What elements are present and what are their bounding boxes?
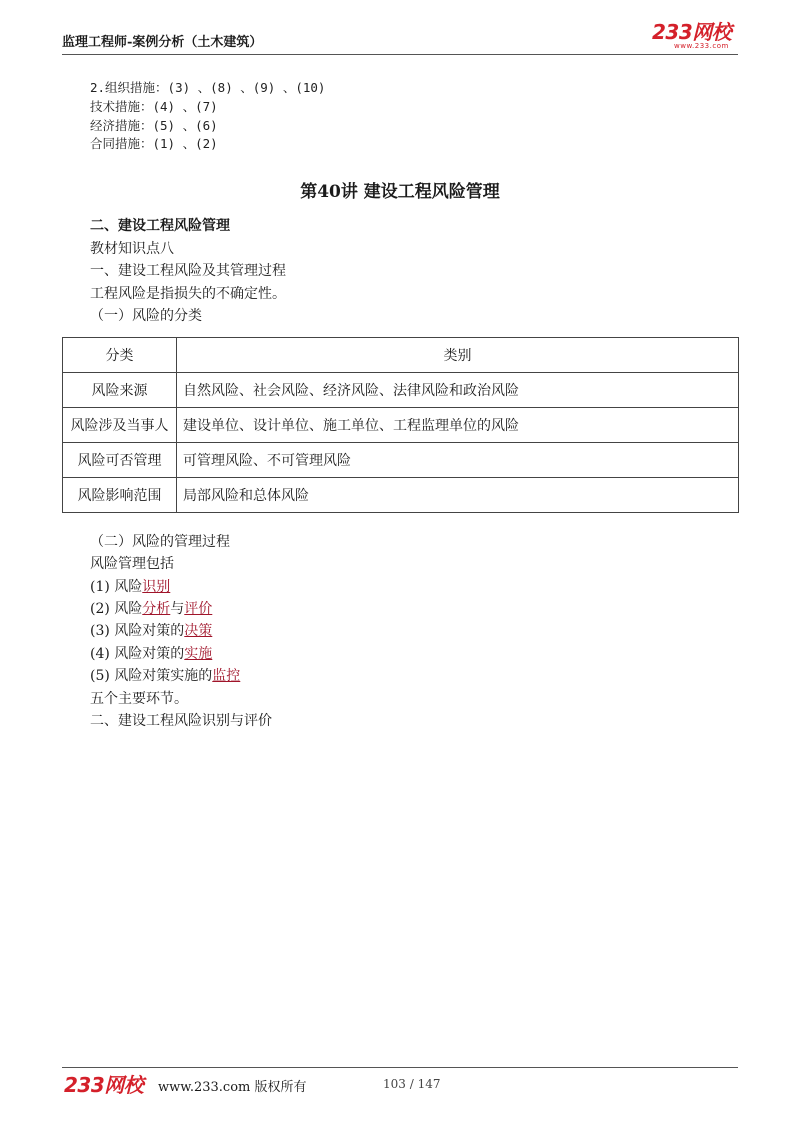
keyword-link[interactable]: 识别 bbox=[142, 579, 171, 595]
table-row bbox=[63, 408, 739, 443]
table-cell-category: 风险可否管理 bbox=[63, 443, 177, 478]
process-step-4 bbox=[90, 643, 212, 663]
table-cell-category: 风险来源 bbox=[63, 373, 177, 408]
keyword-link[interactable]: 监控 bbox=[212, 668, 241, 684]
risk-classification-table bbox=[62, 337, 739, 513]
footer-logo: 233网校 bbox=[64, 1073, 144, 1097]
table-header-cell: 分类 bbox=[63, 338, 177, 373]
measure-economic: 经济措施：(5) 、(6) bbox=[90, 118, 218, 133]
table-cell-value: 局部风险和总体风险 bbox=[177, 478, 739, 513]
table-cell-category: 风险影响范围 bbox=[63, 478, 177, 513]
keyword-link[interactable]: 分析 bbox=[142, 601, 171, 617]
process-step-5 bbox=[90, 665, 240, 685]
table-row bbox=[63, 443, 739, 478]
table-header-cell: 类别 bbox=[177, 338, 739, 373]
next-section-heading: 二、建设工程风险识别与评价 bbox=[90, 713, 272, 729]
table-cell-category: 风险涉及当事人 bbox=[63, 408, 177, 443]
brand-logo bbox=[652, 22, 738, 52]
subsection-heading: 一、建设工程风险及其管理过程 bbox=[90, 263, 286, 279]
process-step-1 bbox=[90, 576, 170, 596]
table-cell-value: 自然风险、社会风险、经济风险、法律风险和政治风险 bbox=[177, 373, 739, 408]
table-row bbox=[63, 373, 739, 408]
header-divider bbox=[62, 54, 738, 55]
process-step-2 bbox=[90, 598, 212, 618]
process-step-3 bbox=[90, 620, 212, 640]
material-point: 教材知识点八 bbox=[90, 241, 174, 257]
process-summary: 五个主要环节。 bbox=[90, 691, 188, 707]
measure-organization: 2.组织措施：(3) 、(8) 、(9) 、(10) bbox=[90, 80, 326, 95]
keyword-link[interactable]: 实施 bbox=[184, 646, 213, 662]
measure-technical: 技术措施：(4) 、(7) bbox=[90, 99, 218, 114]
logo-text: 233网校 bbox=[652, 20, 732, 44]
table-cell-value: 可管理风险、不可管理风险 bbox=[177, 443, 739, 478]
lecture-title: 第40讲 建设工程风险管理 bbox=[300, 182, 500, 202]
table-header-row bbox=[63, 338, 739, 373]
step-text: (3) 风险对策的 bbox=[90, 623, 185, 639]
step-text: (1) 风险 bbox=[90, 579, 143, 595]
table-cell-value: 建设单位、设计单位、施工单位、工程监理单位的风险 bbox=[177, 408, 739, 443]
page-number: 103 / 147 bbox=[383, 1077, 441, 1091]
step-text: (2) 风险 bbox=[90, 601, 143, 617]
step-text: 与 bbox=[170, 601, 185, 617]
step-text: (5) 风险对策实施的 bbox=[90, 668, 213, 684]
risk-definition: 工程风险是指损失的不确定性。 bbox=[90, 286, 286, 302]
footer-divider bbox=[62, 1067, 738, 1068]
measure-contract: 合同措施：(1) 、(2) bbox=[90, 136, 218, 151]
step-text: (4) 风险对策的 bbox=[90, 646, 185, 662]
footer-copyright: www.233.com 版权所有 bbox=[158, 1080, 307, 1095]
section-heading: 二、建设工程风险管理 bbox=[90, 218, 230, 234]
process-heading: （二）风险的管理过程 bbox=[90, 534, 230, 550]
classification-heading: （一）风险的分类 bbox=[90, 308, 202, 324]
keyword-link[interactable]: 评价 bbox=[184, 601, 213, 617]
process-lead: 风险管理包括 bbox=[90, 556, 174, 572]
header-title: 监理工程师-案例分析（土木建筑） bbox=[62, 35, 263, 50]
table-row bbox=[63, 478, 739, 513]
keyword-link[interactable]: 决策 bbox=[184, 623, 213, 639]
logo-subtext: www.233.com bbox=[674, 42, 729, 50]
